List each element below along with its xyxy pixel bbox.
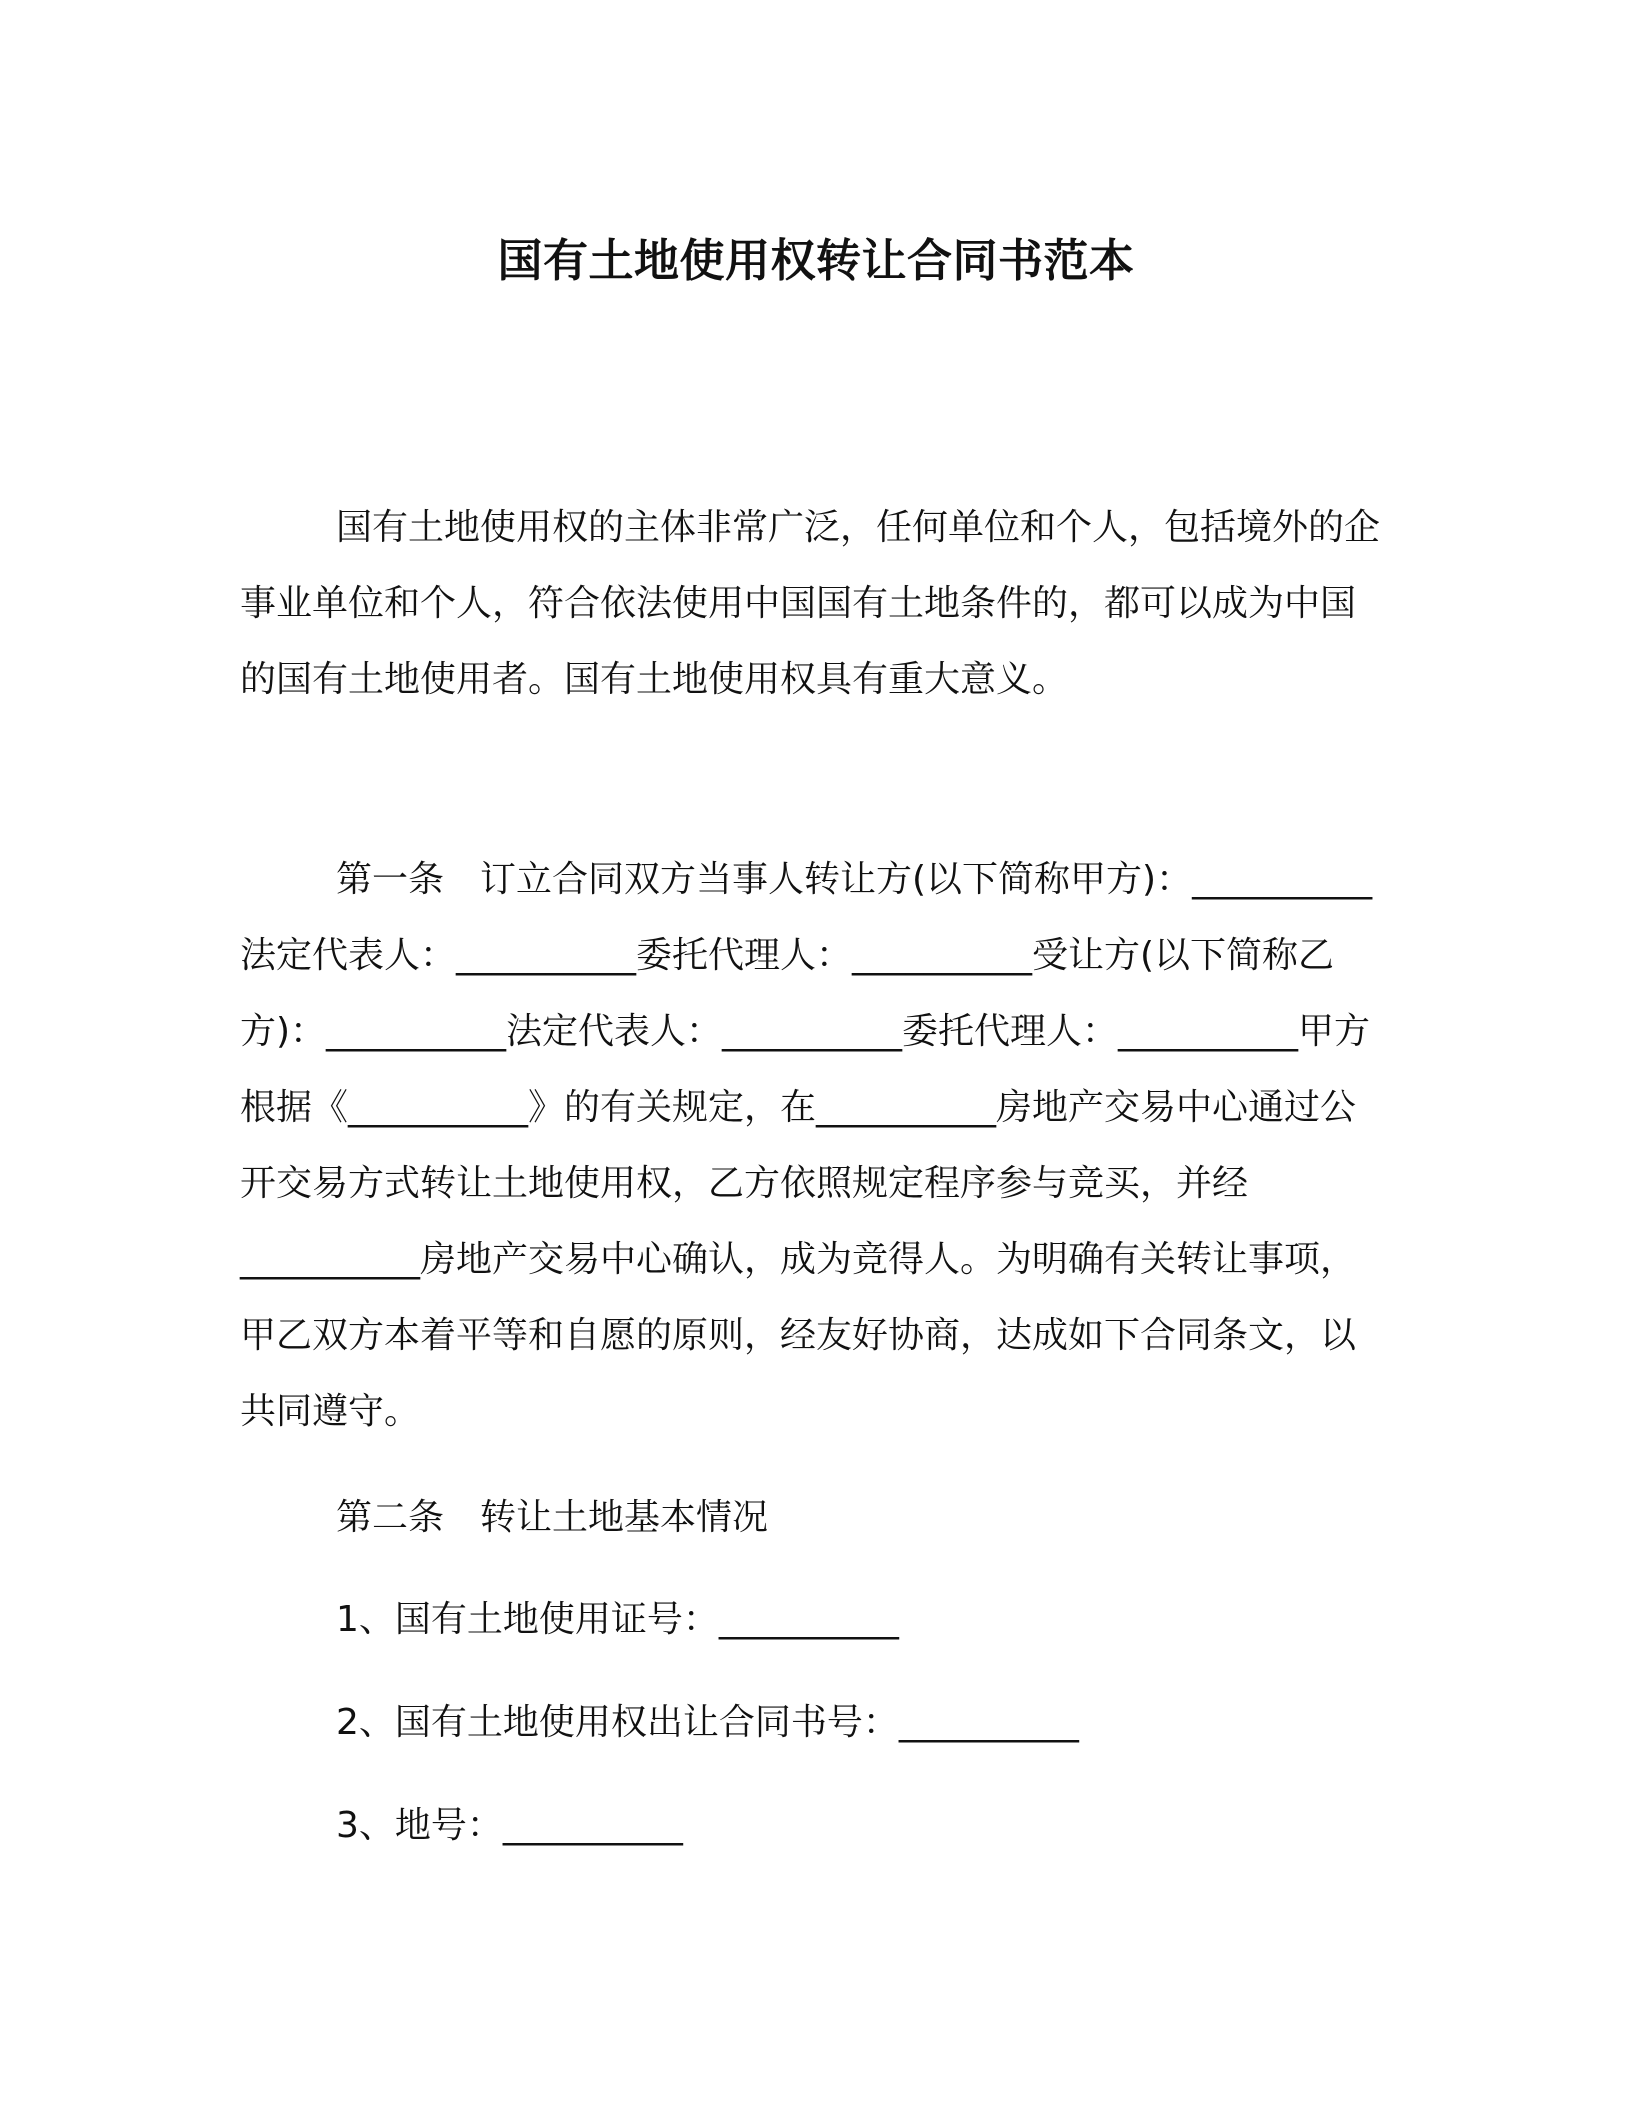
list-item: 2、国有土地使用权出让合同书号：__________ <box>336 1702 1079 1743</box>
list-item: 3、地号：__________ <box>336 1805 683 1846</box>
article-1-paragraph: 第一条 订立合同双方当事人转让方(以下简称甲方)：__________法定代表人：__________委托代理人：__________受让方(以下简称乙方)：__________法定代表人：__________委托代理人：__________甲方根据《__________》的有关规定，在__________房地产交易中心通过公开交易方式转让土地使用权，乙方依照规定程序参与竞买，并经__________房地产交易中心确认，成为竞得人。为明确有关转让事项，甲乙双方本着平等和自愿的原则，经友好协商，达成如下合同条文，以共同遵守。 <box>240 859 1373 1432</box>
list-item: 1、国有土地使用证号：__________ <box>336 1599 899 1640</box>
document-title: 国有土地使用权转让合同书范本 <box>497 234 1135 287</box>
intro-paragraph: 国有土地使用权的主体非常广泛，任何单位和个人，包括境外的企事业单位和个人，符合依法使用中国国有土地条件的，都可以成为中国的国有土地使用者。国有土地使用权具有重大意义。 <box>240 507 1381 700</box>
article-2-heading: 第二条 转让土地基本情况 <box>336 1497 769 1538</box>
